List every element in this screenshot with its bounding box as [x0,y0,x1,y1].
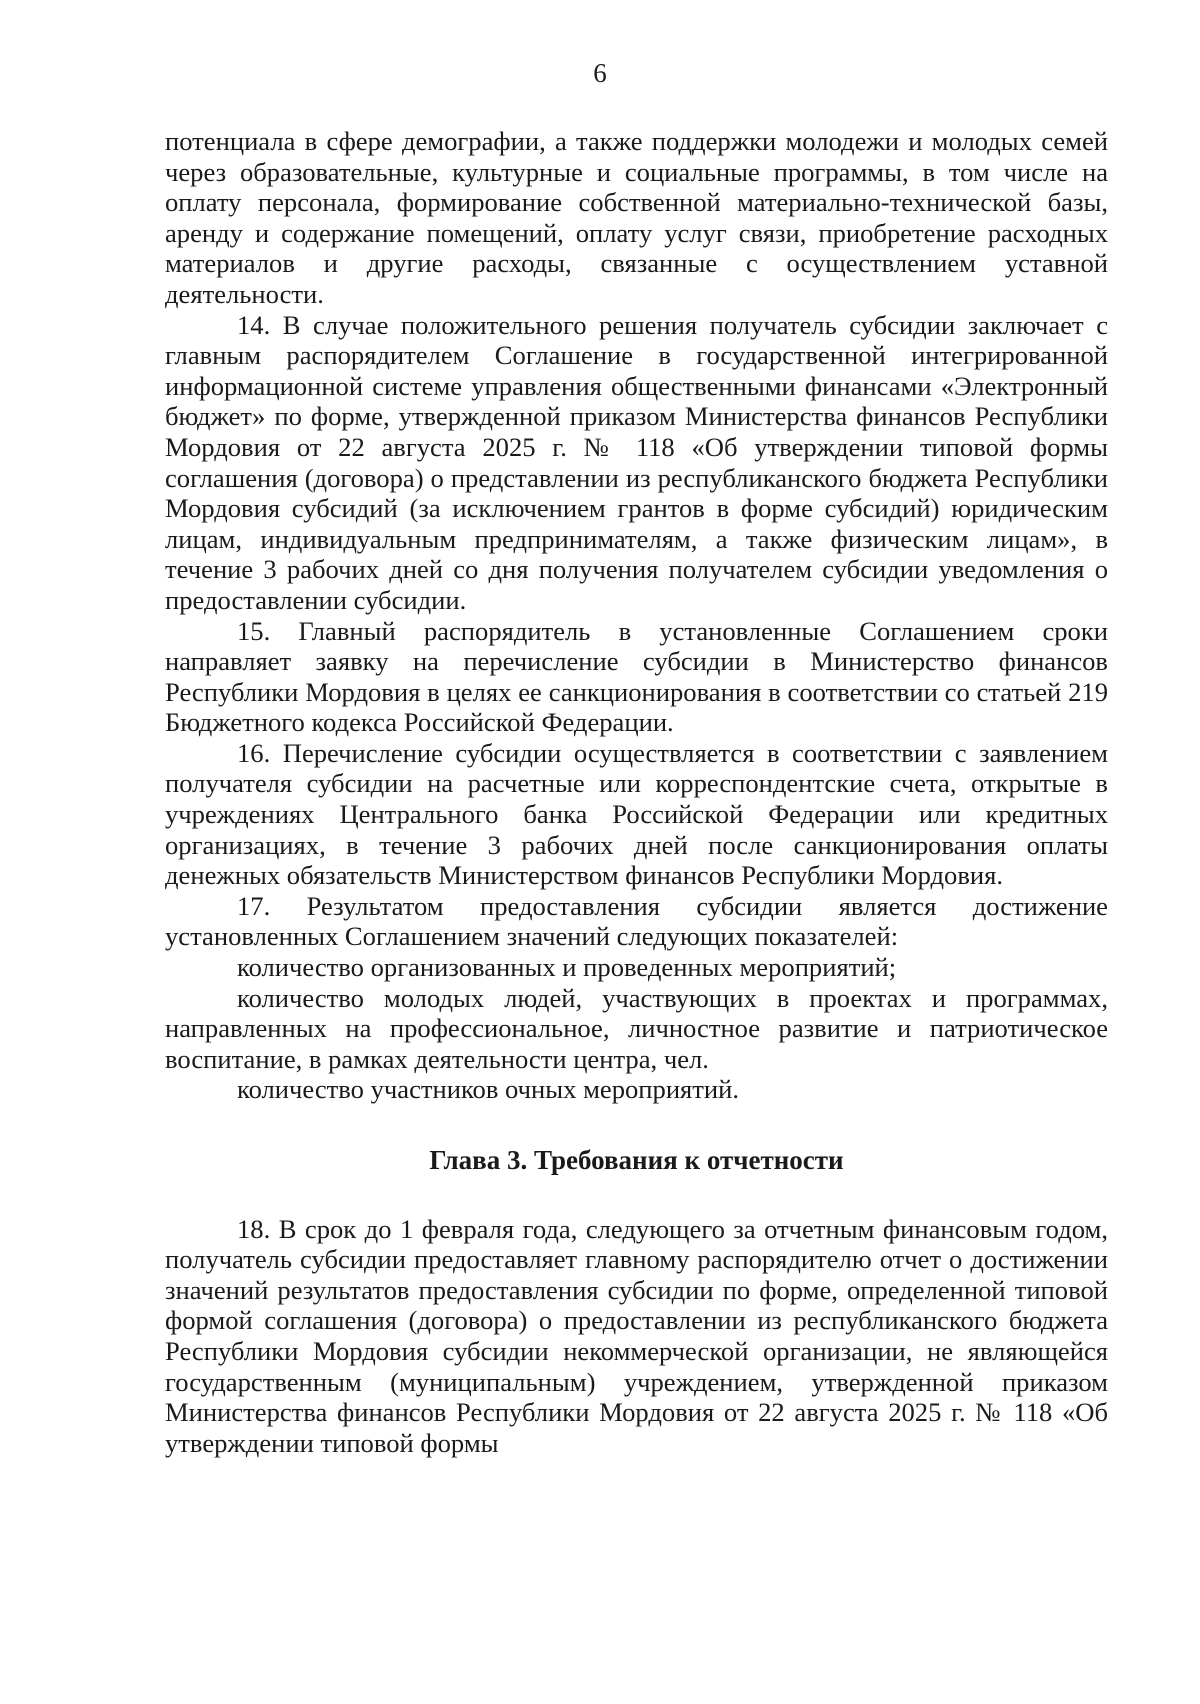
paragraph-16: 16. Перечисление субсидии осуществляется в соответствии с заявлением получателя субсидии на расчетные или корреспондентские счета, открытые в учреждениях Центрального банка Российской Федерации или кредитных организациях, в течение 3 рабочих дней после санкционирования оплаты денежных обязательств Министерством финансов Республики Мордовия. [165,737,1108,891]
page-number: 6 [593,58,607,88]
indicator-item-3: количество участников очных мероприятий. [237,1074,740,1105]
indicator-item-2: количество молодых людей, участвующих в проектах и программах, направленных на профессиональное, личностное развитие и патриотическое воспитание, в рамках деятельности центра, чел. [165,982,1108,1074]
chapter-heading: Глава 3. Требования к отчетности [429,1145,844,1175]
indicator-item-1: количество организованных и проведенных мероприятий; [237,952,897,983]
document-body [165,126,1108,1458]
paragraph-15: 15. Главный распорядитель в установленные Соглашением сроки направляет заявку на перечисление субсидии в Министерство финансов Республики Мордовия в целях ее санкционирования в соответствии со статьей 219 Бюджетного кодекса Российской Федерации. [165,615,1108,738]
paragraph-17: 17. Результатом предоставления субсидии является достижение установленных Соглашением значений следующих показателей: [165,890,1108,952]
paragraph-18: 18. В срок до 1 февраля года, следующего за отчетным финансовым годом, получатель субсидии предоставляет главному распорядителю отчет о достижении значений результатов предоставления субсидии по форме, определенной типовой формой соглашения (договора) о предоставлении из республиканского бюджета Республики Мордовия субсидии некоммерческой организации, не являющейся государственным (муниципальным) учреждением, утвержденной приказом Министерства финансов Республики Мордовия от 22 августа 2025 г. № 118 «Об утверждении типовой формы [165,1213,1108,1458]
paragraph-continuation: потенциала в сфере демографии, а также поддержки молодежи и молодых семей через образовательные, культурные и социальные программы, в том числе на оплату персонала, формирование собственной материально-технической базы, аренду и содержание помещений, оплату услуг связи, приобретение расходных материалов и другие расходы, связанные с осуществлением уставной деятельности. [165,126,1108,309]
paragraph-14: 14. В случае положительного решения получатель субсидии заключает с главным распорядителем Соглашение в государственной интегрированной информационной системе управления общественными финансами «Электронный бюджет» по форме, утвержденной приказом Министерства финансов Республики Мордовия от 22 августа 2025 г. № 118 «Об утверждении типовой формы соглашения (договора) о представлении из республиканского бюджета Республики Мордовия субсидий (за исключением грантов в форме субсидий) юридическим лицам, индивидуальным предпринимателям, а также физическим лицам», в течение 3 рабочих дней со дня получения получателем субсидии уведомления о предоставлении субсидии. [165,309,1108,615]
